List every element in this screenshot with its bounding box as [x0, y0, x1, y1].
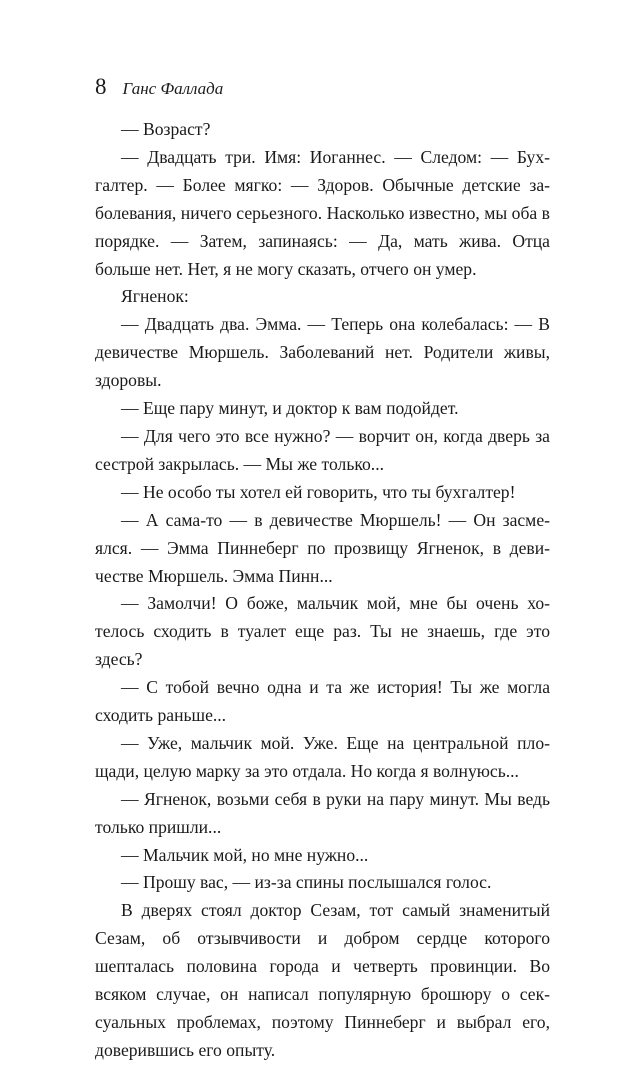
paragraph: — Мальчик мой, но мне нужно... — [121, 844, 369, 865]
paragraph: — А сама-то — в девичестве Мюршель! — Он засмеялся. — Эмма Пиннеберг по прозвищу Ягненок, в девичестве Мюршель. Эмма Пинн... — [95, 509, 550, 586]
running-head — [95, 74, 223, 100]
paragraph: — Двадцать три. Имя: Иоганнес. — Следом: — Бухгалтер. — Более мягко: — Здоров. Обычные детские заболевания, ничего серьезного. Насколько известно, мы оба в порядке. — Затем, запинаясь: — Да, мать жива. Отца больше нет. Нет, я не могу сказать, отчего он умер. — [95, 146, 550, 279]
paragraph: — Не особо ты хотел ей говорить, что ты бухгалтер! — [121, 481, 516, 502]
page-number: 8 — [95, 74, 107, 99]
paragraph: — Прошу вас, — из-за спины послышался голос. — [121, 872, 492, 893]
body-text — [95, 116, 550, 1065]
paragraph: — Ягненок, возьми себя в руки на пару минут. Мы ведь только пришли... — [95, 788, 550, 837]
paragraph: — Уже, мальчик мой. Уже. Еще на центральной площади, целую марку за это отдала. Но когда я волнуюсь... — [95, 732, 550, 781]
paragraph: Ягненок: — [121, 286, 189, 307]
paragraph: — С тобой вечно одна и та же история! Ты же могла сходить раньше... — [95, 677, 550, 726]
book-author: Ганс Фаллада — [122, 79, 224, 98]
paragraph: В дверях стоял доктор Сезам, тот самый знаменитый Сезам, об отзывчивости и добром сердце которого шепталась половина города и четверть провинции. Во всяком случае, он написал популярную брошюру о сексуальных проблемах, поэтому Пиннеберг и выбрал его, доверившись его опыту. — [95, 900, 550, 1060]
paragraph: — Еще пару минут, и доктор к вам подойдет. — [121, 398, 459, 419]
paragraph: — Замолчи! О боже, мальчик мой, мне бы очень хотелось сходить в туалет еще раз. Ты не знаешь, где это здесь? — [95, 593, 550, 670]
paragraph: — Для чего это все нужно? — ворчит он, когда дверь за сестрой закрылась. — Мы же только... — [95, 425, 550, 474]
paragraph: — Возраст? — [121, 119, 211, 139]
paragraph: — Двадцать два. Эмма. — Теперь она колебалась: — В девичестве Мюршель. Заболеваний нет. Родители живы, здоровы. — [95, 314, 550, 391]
